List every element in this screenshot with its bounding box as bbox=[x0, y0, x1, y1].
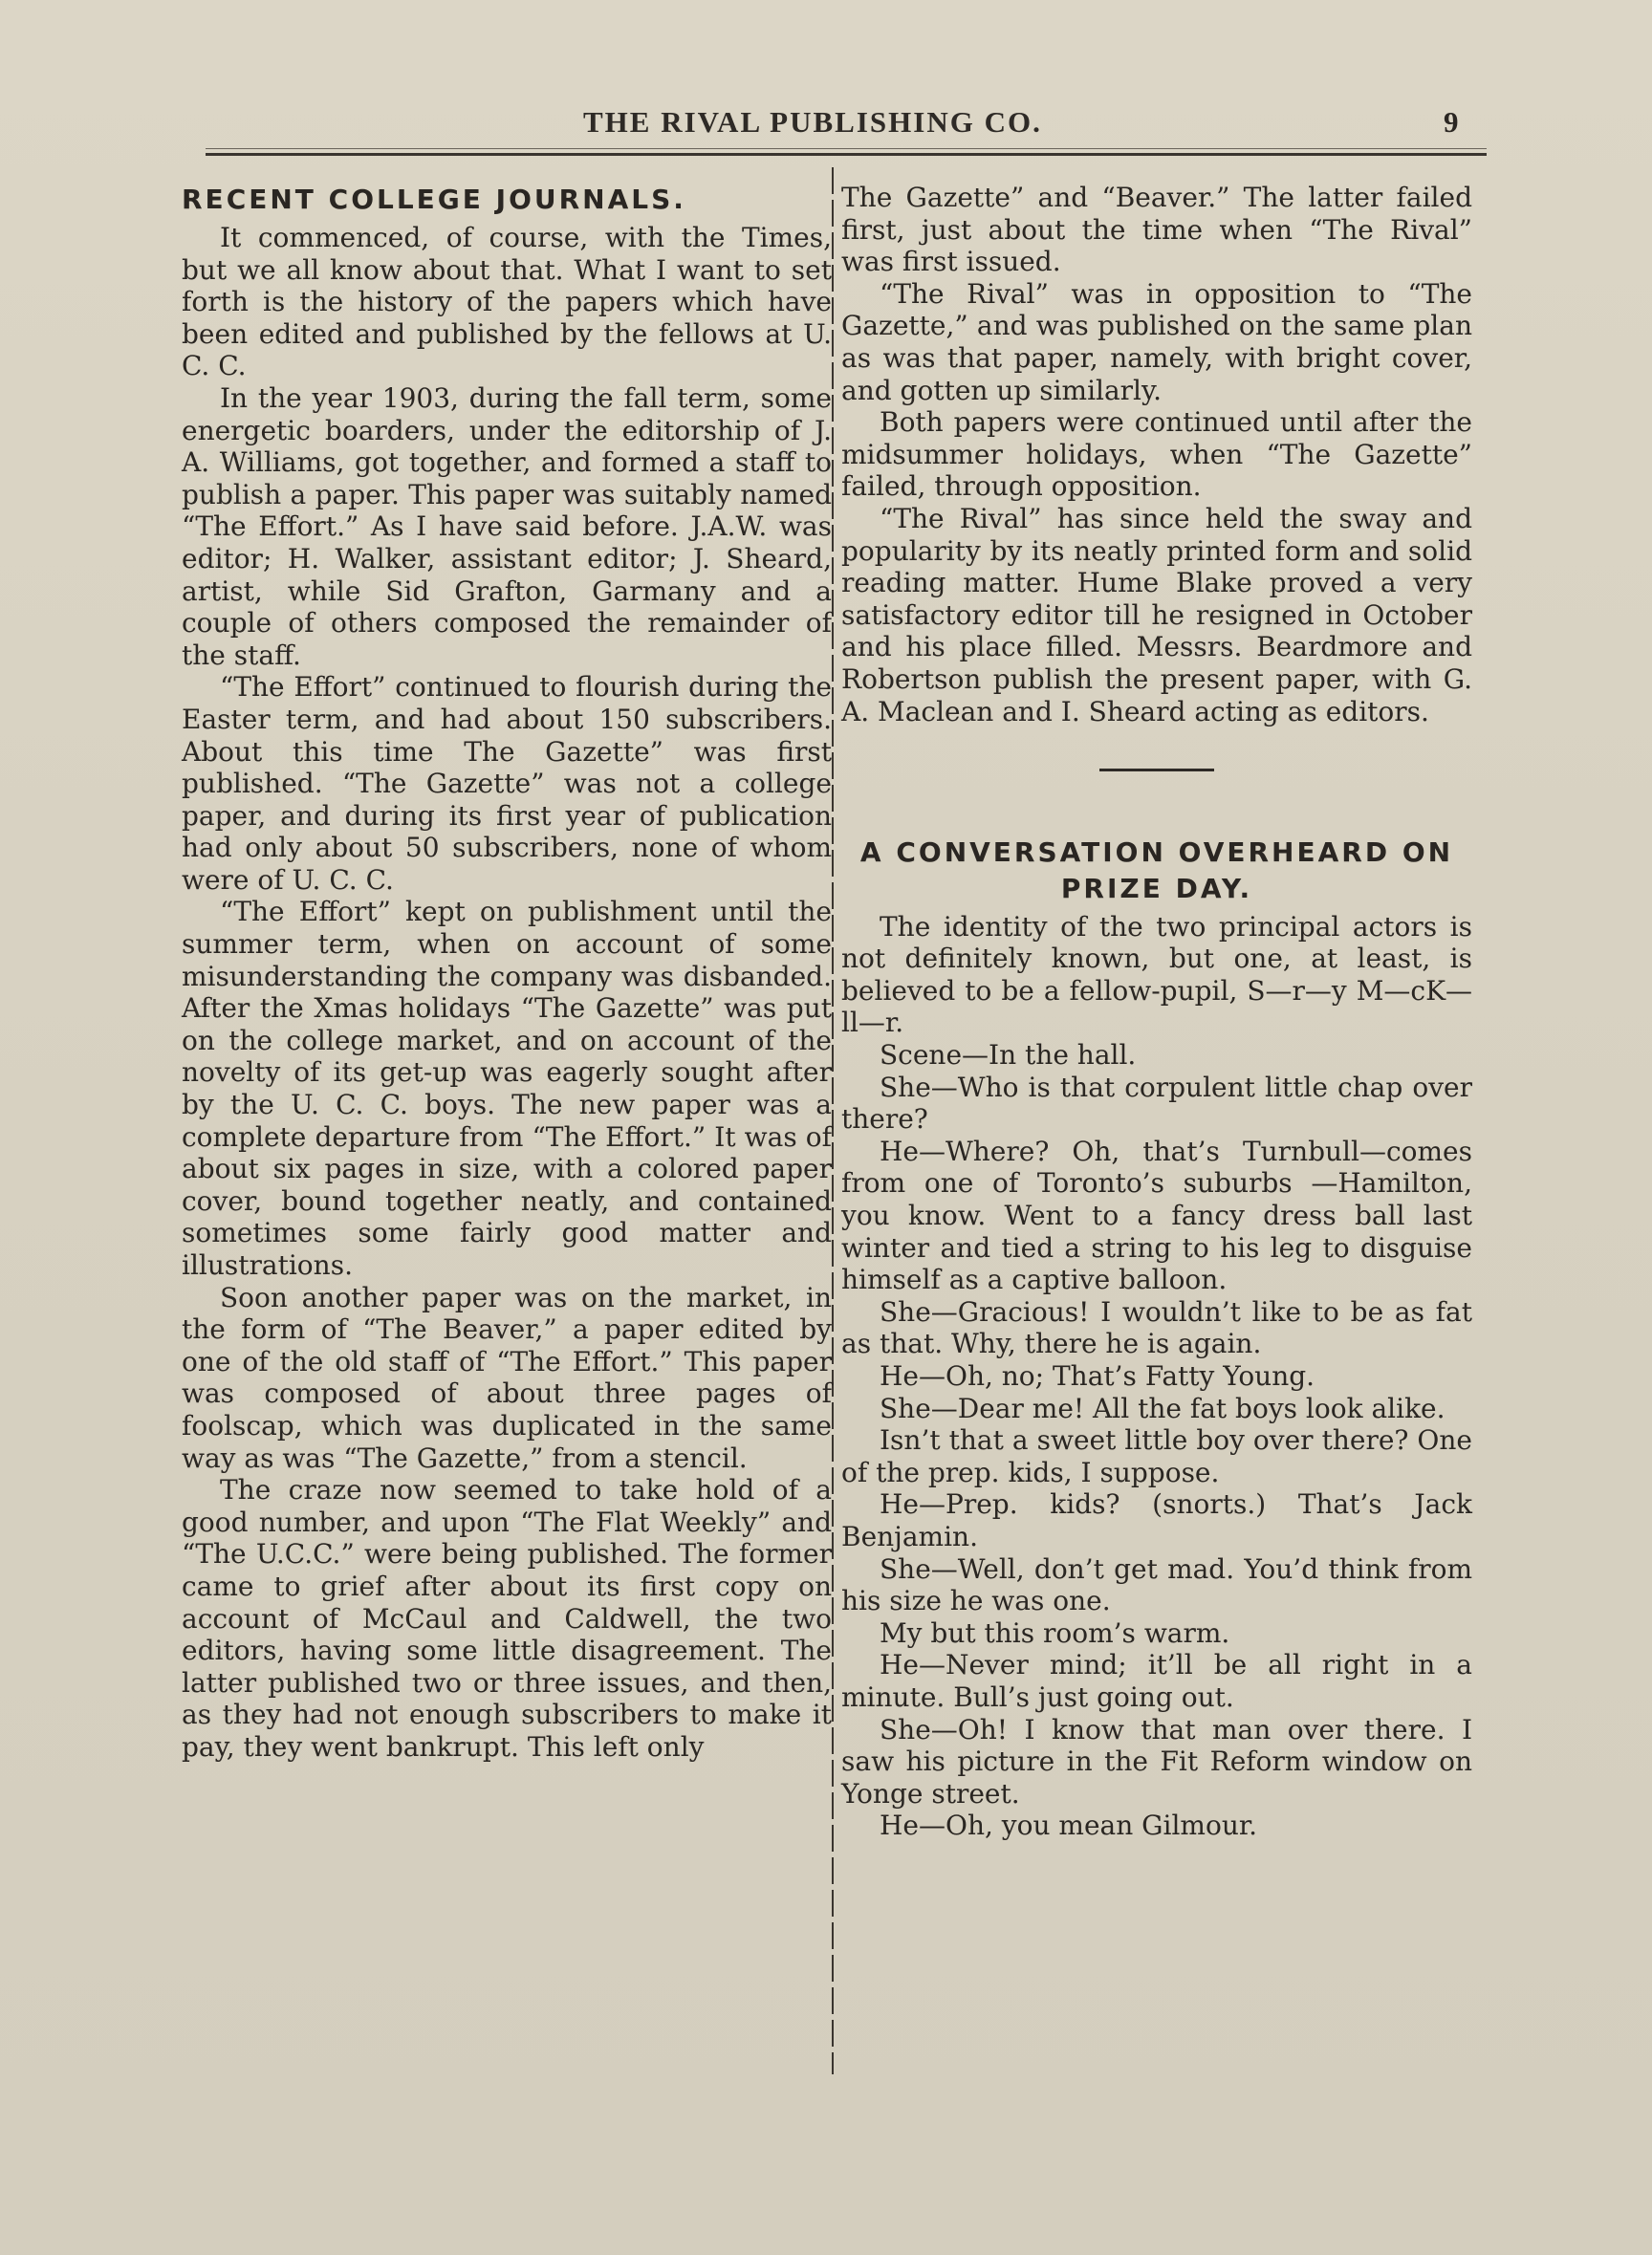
article-paragraph: He—Oh, you mean Gilmour. bbox=[880, 1810, 1258, 1842]
article-paragraph: Soon another paper was on the market, in the form of “The Beaver,” a paper edited by one of the old staff of “The Effort.” This paper was composed of about three pages of foolscap, which was duplicated in the same way as was “The Gazette,” from a stencil. bbox=[182, 1281, 832, 1474]
section-separator bbox=[841, 752, 1472, 785]
article-paragraph: She—Dear me! All the fat boys look alike. bbox=[880, 1392, 1446, 1424]
article-paragraph: In the year 1903, during the fall term, some energetic boarders, under the editorship of J. A. Williams, got together, and formed a staff to publish a paper. This paper was suitably named “The Effort.” As I have said before. J.A.W. was editor; H. Walker, assistant editor; J. Sheard, artist, while Sid Grafton, Garmany and a couple of others composed the remainder of the staff. bbox=[182, 381, 832, 671]
article-paragraph: He—Prep. kids? (snorts.) That’s Jack Benjamin. bbox=[841, 1488, 1472, 1552]
article-paragraph: The craze now seemed to take hold of a good number, and upon “The Flat Weekly” and “The U.C.C.” were being published. The former came to grief after about its first copy on account of McCaul and Caldwell, the two editors, having some little disagreement. The latter published two or three issues, and then, as they had not enough subscribers to make it pay, they went bankrupt. This left only bbox=[182, 1474, 832, 1763]
right-column bbox=[841, 182, 1472, 1842]
article-paragraph: He—Never mind; it’ll be all right in a minute. Bull’s just going out. bbox=[841, 1649, 1472, 1713]
article-paragraph: He—Where? Oh, that’s Turnbull—comes from one of Toronto’s suburbs —Hamilton, you know. Went to a fancy dress ball last winter and tied a string to his leg to disguise himself as a captive balloon. bbox=[841, 1135, 1472, 1296]
article-paragraph: “The Rival” has since held the sway and popularity by its neatly printed form and solid reading matter. Hume Blake proved a very satisfactory editor till he resigned in October and his place filled. Messrs. Beardmore and Robertson publish the present paper, with G. A. Maclean and I. Sheard acting as editors. bbox=[841, 502, 1472, 727]
article-paragraph: “The Effort” continued to flourish during the Easter term, and had about 150 subscribers. About this time The Gazette” was first published. “The Gazette” was not a college paper, and during its first year of publication had only about 50 subscribers, none of whom were of U. C. C. bbox=[182, 671, 832, 896]
article-paragraph: Scene—In the hall. bbox=[880, 1039, 1137, 1072]
header-rule-thin bbox=[206, 148, 1487, 149]
column-divider bbox=[832, 167, 834, 2074]
article-paragraph: He—Oh, no; That’s Fatty Young. bbox=[880, 1360, 1315, 1392]
left-column bbox=[182, 182, 832, 1764]
article-paragraph: She—Oh! I know that man over there. I saw his picture in the Fit Reform window on Yonge street. bbox=[841, 1713, 1472, 1810]
article-title-recent-college-journals: RECENT COLLEGE JOURNALS. bbox=[182, 184, 686, 215]
article-paragraph: Both papers were continued until after the midsummer holidays, when “The Gazette” failed, through opposition. bbox=[841, 406, 1472, 503]
running-title: THE RIVAL PUBLISHING CO. bbox=[583, 105, 1042, 139]
article-paragraph: She—Who is that corpulent little chap over there? bbox=[841, 1071, 1472, 1136]
article-paragraph: She—Gracious! I wouldn’t like to be as fat as that. Why, there he is again. bbox=[841, 1295, 1472, 1360]
page-number: 9 bbox=[1444, 105, 1459, 139]
page-header bbox=[191, 105, 1482, 153]
header-rule bbox=[206, 153, 1487, 156]
article-paragraph: The identity of the two principal actors is not definitely known, but one, at least, is believed to be a fellow-pupil, S—r—y M—cK—ll—r. bbox=[841, 910, 1472, 1039]
article-paragraph: It commenced, of course, with the Times, but we all know about that. What I want to set forth is the history of the papers which have been edited and published by the fellows at U. C. C. bbox=[182, 222, 832, 382]
article-title-conversation: A CONVERSATION OVERHEARD ON PRIZE DAY. bbox=[859, 835, 1454, 904]
article-paragraph: Isn’t that a sweet little boy over there? One of the prep. kids, I suppose. bbox=[841, 1424, 1472, 1488]
article-paragraph: “The Rival” was in opposition to “The Gazette,” and was published on the same plan as was that paper, namely, with bright cover, and gotten up similarly. bbox=[841, 277, 1472, 406]
article-paragraph: “The Effort” kept on publishment until the summer term, when on account of some misunderstanding the company was disbanded. After the Xmas holidays “The Gazette” was put on the college market, and on account of the novelty of its get-up was eagerly sought after by the U. C. C. boys. The new paper was a complete departure from “The Effort.” It was of about six pages in size, with a colored paper cover, bound together neatly, and contained sometimes some fairly good matter and illustrations. bbox=[182, 896, 832, 1281]
article-paragraph: She—Well, don’t get mad. You’d think from his size he was one. bbox=[841, 1552, 1472, 1617]
article-paragraph: The Gazette” and “Beaver.” The latter failed first, just about the time when “The Rival” was first issued. bbox=[841, 182, 1472, 278]
article-paragraph: My but this room’s warm. bbox=[880, 1616, 1230, 1649]
